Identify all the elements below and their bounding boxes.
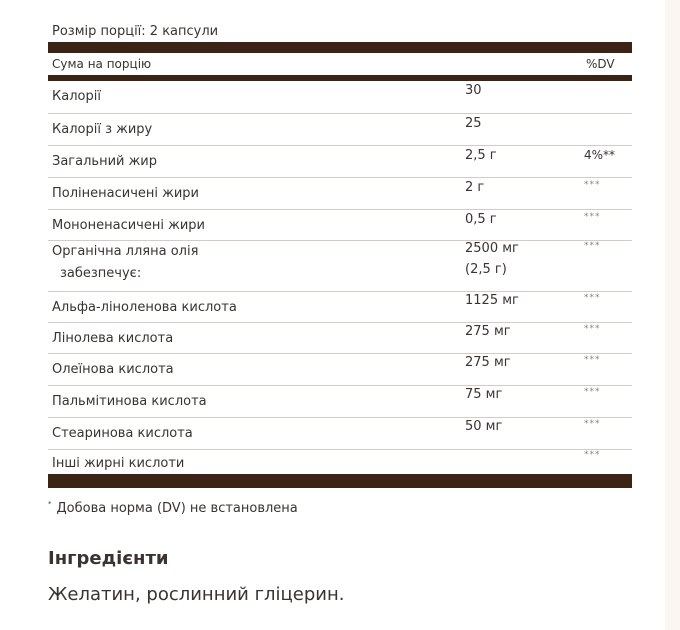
nutrient-dv: 4%** [584, 148, 616, 162]
nutrient-amount-grams: (2,5 г) [465, 262, 507, 277]
nutrient-row [48, 146, 632, 178]
nutrient-label: Поліненасичені жири [52, 186, 199, 201]
nutrient-label-continued: забезпечує: [60, 266, 142, 281]
nutrient-dv: *** [584, 419, 601, 429]
nutrient-dv: *** [584, 293, 601, 303]
serving-size: Розмір порції: 2 капсули [52, 24, 219, 39]
nutrient-dv: *** [584, 387, 601, 397]
bottom-rule [48, 474, 632, 488]
nutrient-label: Лінолева кислота [52, 331, 174, 346]
nutrient-label: Альфа-ліноленова кислота [52, 300, 237, 315]
nutrient-dv: *** [584, 324, 601, 334]
nutrient-label: Олеїнова кислота [52, 362, 174, 377]
nutrient-row [48, 114, 632, 146]
nutrient-dv: *** [584, 212, 601, 222]
nutrient-row [48, 386, 632, 418]
nutrient-amount: 2 г [465, 180, 485, 195]
nutrient-dv: *** [584, 355, 601, 365]
nutrient-row [48, 178, 632, 210]
nutrient-row [48, 418, 632, 450]
nutrient-row [48, 210, 632, 241]
dv-header: %DV [586, 57, 615, 71]
nutrient-label: Інші жирні кислоти [52, 456, 185, 471]
nutrient-amount: 275 мг [465, 324, 511, 339]
nutrient-amount: 50 мг [465, 419, 503, 434]
nutrient-label: Калорії [52, 89, 101, 104]
footnote-mark: * [48, 500, 52, 508]
nutrient-amount: 2,5 г [465, 148, 497, 163]
nutrient-amount: 25 [465, 116, 482, 131]
nutrient-dv: *** [584, 241, 601, 251]
nutrient-dv: *** [584, 450, 601, 460]
nutrient-row [48, 292, 632, 323]
ingredients-text: Желатин, рослинний гліцерин. [48, 584, 345, 605]
footnote-text: Добова норма (DV) не встановлена [56, 501, 298, 516]
nutrient-amount: 0,5 г [465, 212, 497, 227]
footnote [48, 500, 298, 516]
nutrient-row [48, 354, 632, 386]
nutrient-label: Мононенасичені жири [52, 218, 205, 233]
top-rule [48, 42, 632, 53]
nutrient-amount: 275 мг [465, 355, 511, 370]
ingredients-title: Інгредієнти [48, 548, 169, 569]
nutrient-label: Органічна лляна олія [52, 244, 199, 259]
nutrient-label: Калорії з жиру [52, 122, 153, 137]
nutrient-label: Стеаринова кислота [52, 426, 193, 441]
nutrient-amount: 2500 мг [465, 241, 519, 256]
nutrient-row [48, 241, 632, 292]
nutrient-row [48, 81, 632, 114]
nutrient-amount: 1125 мг [465, 293, 519, 308]
nutrient-label: Пальмітинова кислота [52, 394, 207, 409]
nutrient-row [48, 450, 632, 474]
nutrient-label: Загальний жир [52, 154, 158, 169]
amount-per-serving-header: Сума на порцію [52, 57, 152, 71]
nutrient-amount: 75 мг [465, 387, 503, 402]
nutrient-dv: *** [584, 180, 601, 190]
nutrient-row [48, 323, 632, 354]
nutrient-amount: 30 [465, 83, 482, 98]
